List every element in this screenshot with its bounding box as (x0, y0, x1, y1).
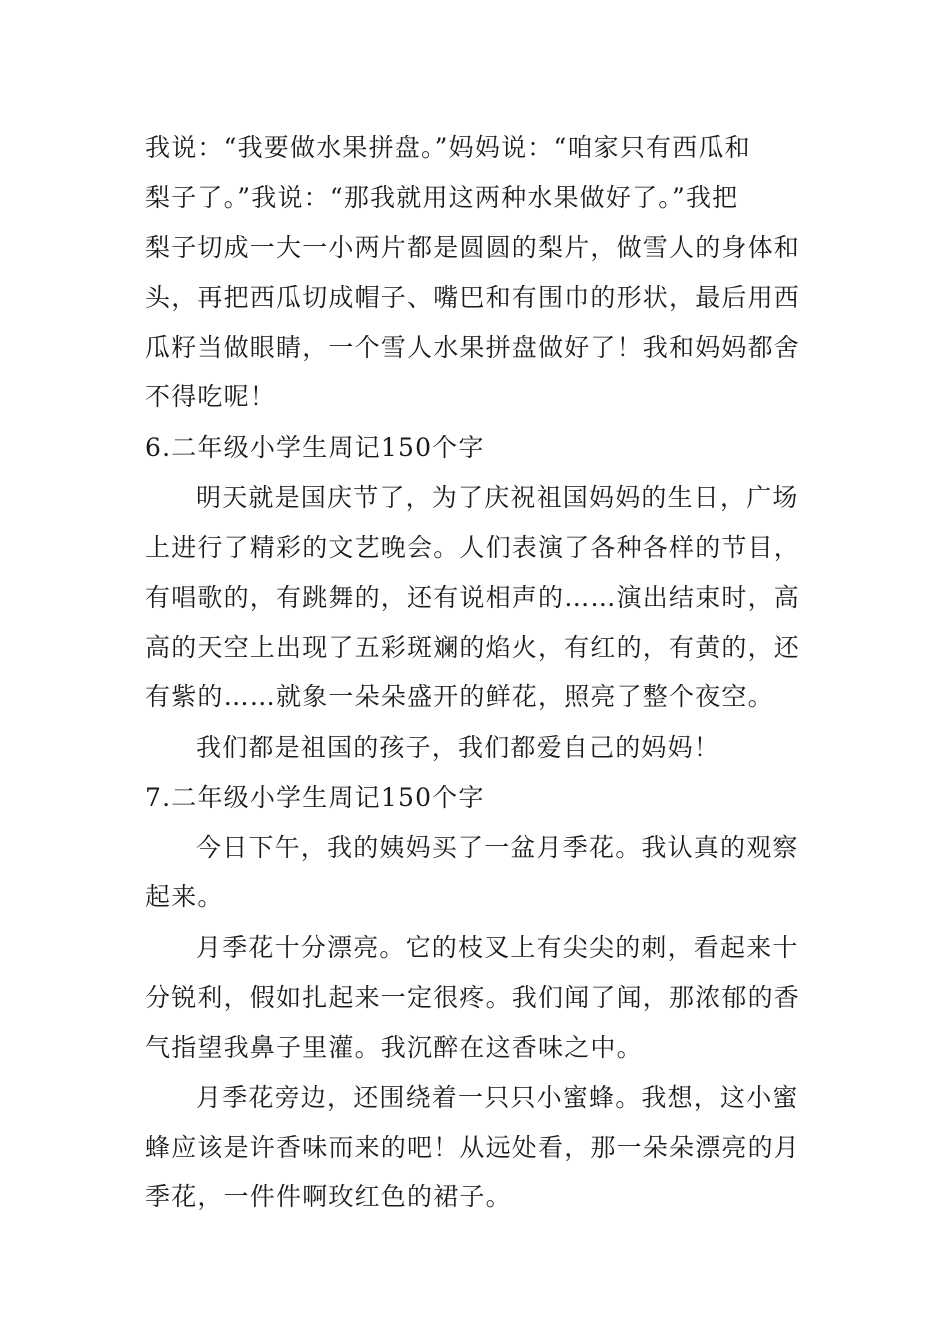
text-line: 梨子了。”我说：“那我就用这两种水果做好了。”我把 (145, 183, 739, 212)
text-line: 我们都是祖国的孩子，我们都爱自己的妈妈！ (196, 733, 721, 762)
text-line: 月季花旁边，还围绕着一只只小蜜蜂。我想，这小蜜 (196, 1083, 799, 1112)
text-line: 梨子切成一大一小两片都是圆圆的梨片，做雪人的身体和 (145, 233, 801, 262)
section-heading: 6.二年级小学生周记150个字 (145, 433, 485, 462)
text-line: 蜂应该是许香味而来的吧！从远处看，那一朵朵漂亮的月 (145, 1133, 801, 1162)
section-heading: 7.二年级小学生周记150个字 (145, 783, 485, 812)
text-line: 分锐利，假如扎起来一定很疼。我们闻了闻，那浓郁的香 (145, 983, 801, 1012)
text-line: 有紫的……就象一朵朵盛开的鲜花，照亮了整个夜空。 (145, 682, 774, 711)
text-line: 不得吃呢！ (145, 382, 277, 411)
text-line: 上进行了精彩的文艺晚会。人们表演了各种各样的节目， (145, 533, 801, 562)
text-line: 有唱歌的，有跳舞的，还有说相声的……演出结束时，高 (145, 583, 801, 612)
text-line: 今日下午，我的姨妈买了一盆月季花。我认真的观察 (196, 833, 799, 862)
text-line: 我说：“我要做水果拼盘。”妈妈说：“咱家只有西瓜和 (145, 133, 751, 162)
text-line: 头，再把西瓜切成帽子、嘴巴和有围巾的形状，最后用西 (145, 283, 801, 312)
text-line: 高的天空上出现了五彩斑斓的焰火，有红的，有黄的，还 (145, 633, 801, 662)
text-line: 明天就是国庆节了，为了庆祝祖国妈妈的生日，广场 (196, 483, 799, 512)
text-line: 起来。 (145, 882, 224, 911)
text-line: 月季花十分漂亮。它的枝叉上有尖尖的刺，看起来十 (196, 933, 799, 962)
text-line: 季花，一件件啊玫红色的裙子。 (145, 1182, 512, 1211)
text-line: 瓜籽当做眼睛，一个雪人水果拼盘做好了！我和妈妈都舍 (145, 333, 801, 362)
text-line: 气指望我鼻子里灌。我沉醉在这香味之中。 (145, 1033, 643, 1062)
